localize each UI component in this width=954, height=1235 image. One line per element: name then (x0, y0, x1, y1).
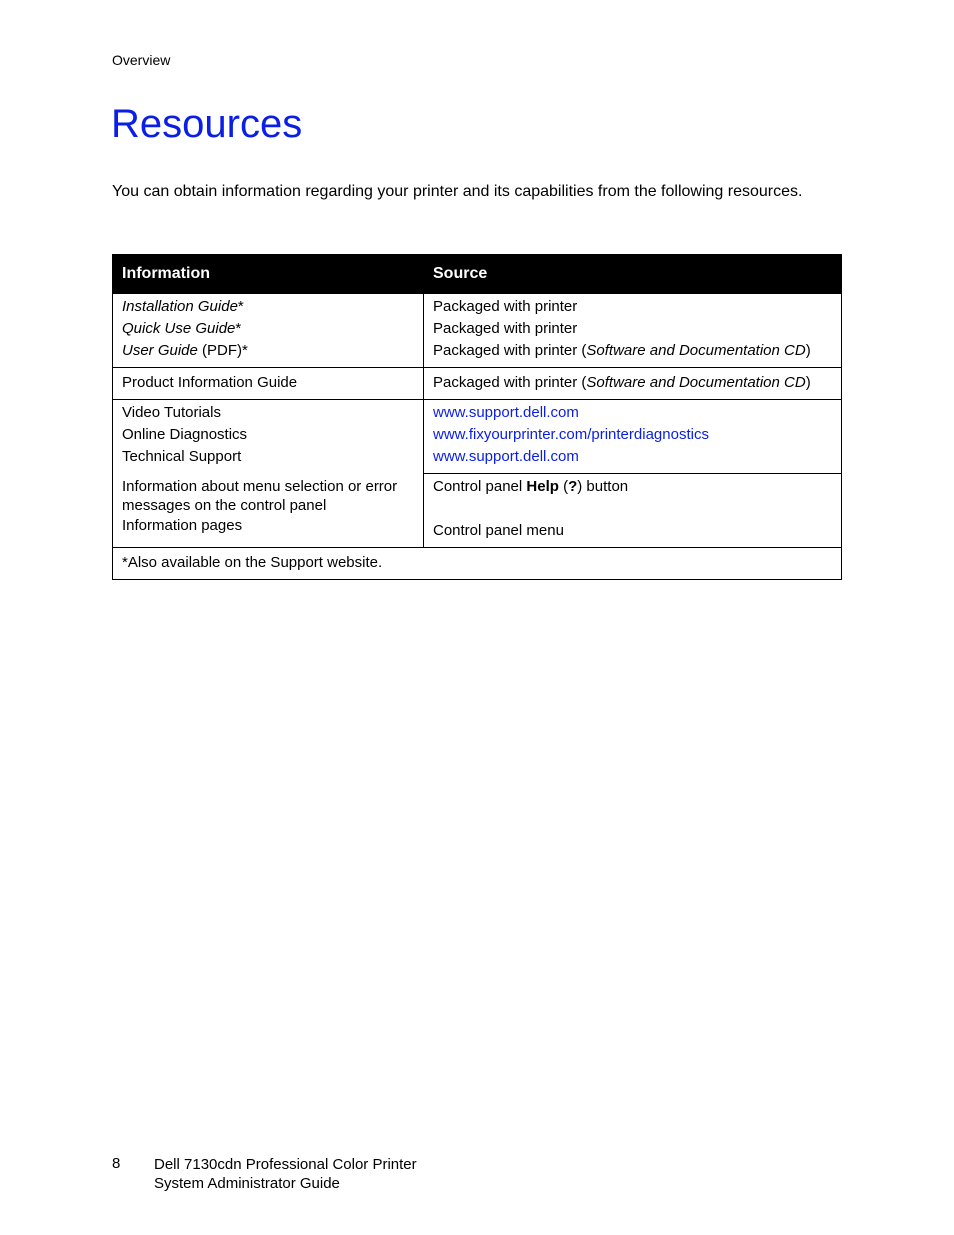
source-cell (424, 368, 842, 400)
source-item: Packaged with printer (433, 320, 578, 337)
source-prefix: Control panel (433, 478, 527, 495)
question-mark: ? (568, 478, 578, 495)
doc-title: Installation Guide (122, 298, 238, 315)
info-item: Technical Support (122, 448, 242, 465)
info-item: Online Diagnostics (122, 426, 248, 443)
footer-title (154, 1155, 417, 1193)
page-title: Resources (111, 102, 303, 146)
source-item (433, 476, 832, 498)
info-item: Video Tutorials (122, 404, 221, 421)
help-label: Help (526, 478, 559, 495)
source-item (433, 372, 832, 394)
column-header-source: Source (424, 255, 842, 294)
source-cell (424, 400, 842, 474)
source-media: Software and Documentation CD (586, 342, 806, 359)
doc-title: User Guide (122, 342, 198, 359)
doc-title: Quick Use Guide (122, 320, 236, 337)
source-cell (424, 294, 842, 368)
doc-suffix: * (237, 298, 244, 315)
info-cell (113, 294, 424, 368)
table-header-row (113, 255, 842, 294)
info-cell (113, 400, 424, 548)
table-footnote-row (113, 548, 842, 580)
running-header: Overview (112, 52, 171, 68)
column-header-information: Information (113, 255, 424, 294)
intro-paragraph: You can obtain information regarding your printer and its capabilities from the following resources. (112, 183, 803, 200)
footnote: *Also available on the Support website. (122, 554, 383, 571)
info-item (122, 340, 414, 362)
footnote-cell (113, 548, 842, 580)
table-row (113, 294, 842, 368)
footer-line-product: Dell 7130cdn Professional Color Printer (154, 1156, 417, 1173)
table-row (113, 368, 842, 400)
info-item (122, 296, 414, 318)
source-prefix: Packaged with printer ( (433, 374, 587, 391)
table-row (113, 400, 842, 474)
paren-close: ) button (577, 478, 629, 495)
source-item: Control panel menu (433, 522, 564, 539)
source-media: Software and Documentation CD (586, 374, 806, 391)
info-item: Information pages (122, 517, 243, 534)
doc-suffix: * (235, 320, 242, 337)
support-link[interactable]: www.support.dell.com (433, 404, 579, 421)
info-item: Product Information Guide (122, 374, 298, 391)
source-cell (424, 474, 842, 548)
source-suffix: ) (805, 342, 811, 359)
support-link[interactable]: www.support.dell.com (433, 448, 579, 465)
paren-open: ( (558, 478, 569, 495)
info-item (122, 318, 414, 340)
doc-suffix: (PDF)* (197, 342, 248, 359)
page-number: 8 (112, 1155, 121, 1172)
footer-line-guide: System Administrator Guide (154, 1175, 340, 1192)
source-prefix: Packaged with printer ( (433, 342, 587, 359)
info-item: Information about menu selection or error messages on the control panel (122, 478, 398, 514)
resources-table (112, 254, 842, 580)
info-cell (113, 368, 424, 400)
diagnostics-link[interactable]: www.fixyourprinter.com/printerdiagnostics (433, 426, 709, 443)
source-item (433, 340, 832, 362)
source-item: Packaged with printer (433, 298, 578, 315)
source-suffix: ) (805, 374, 811, 391)
